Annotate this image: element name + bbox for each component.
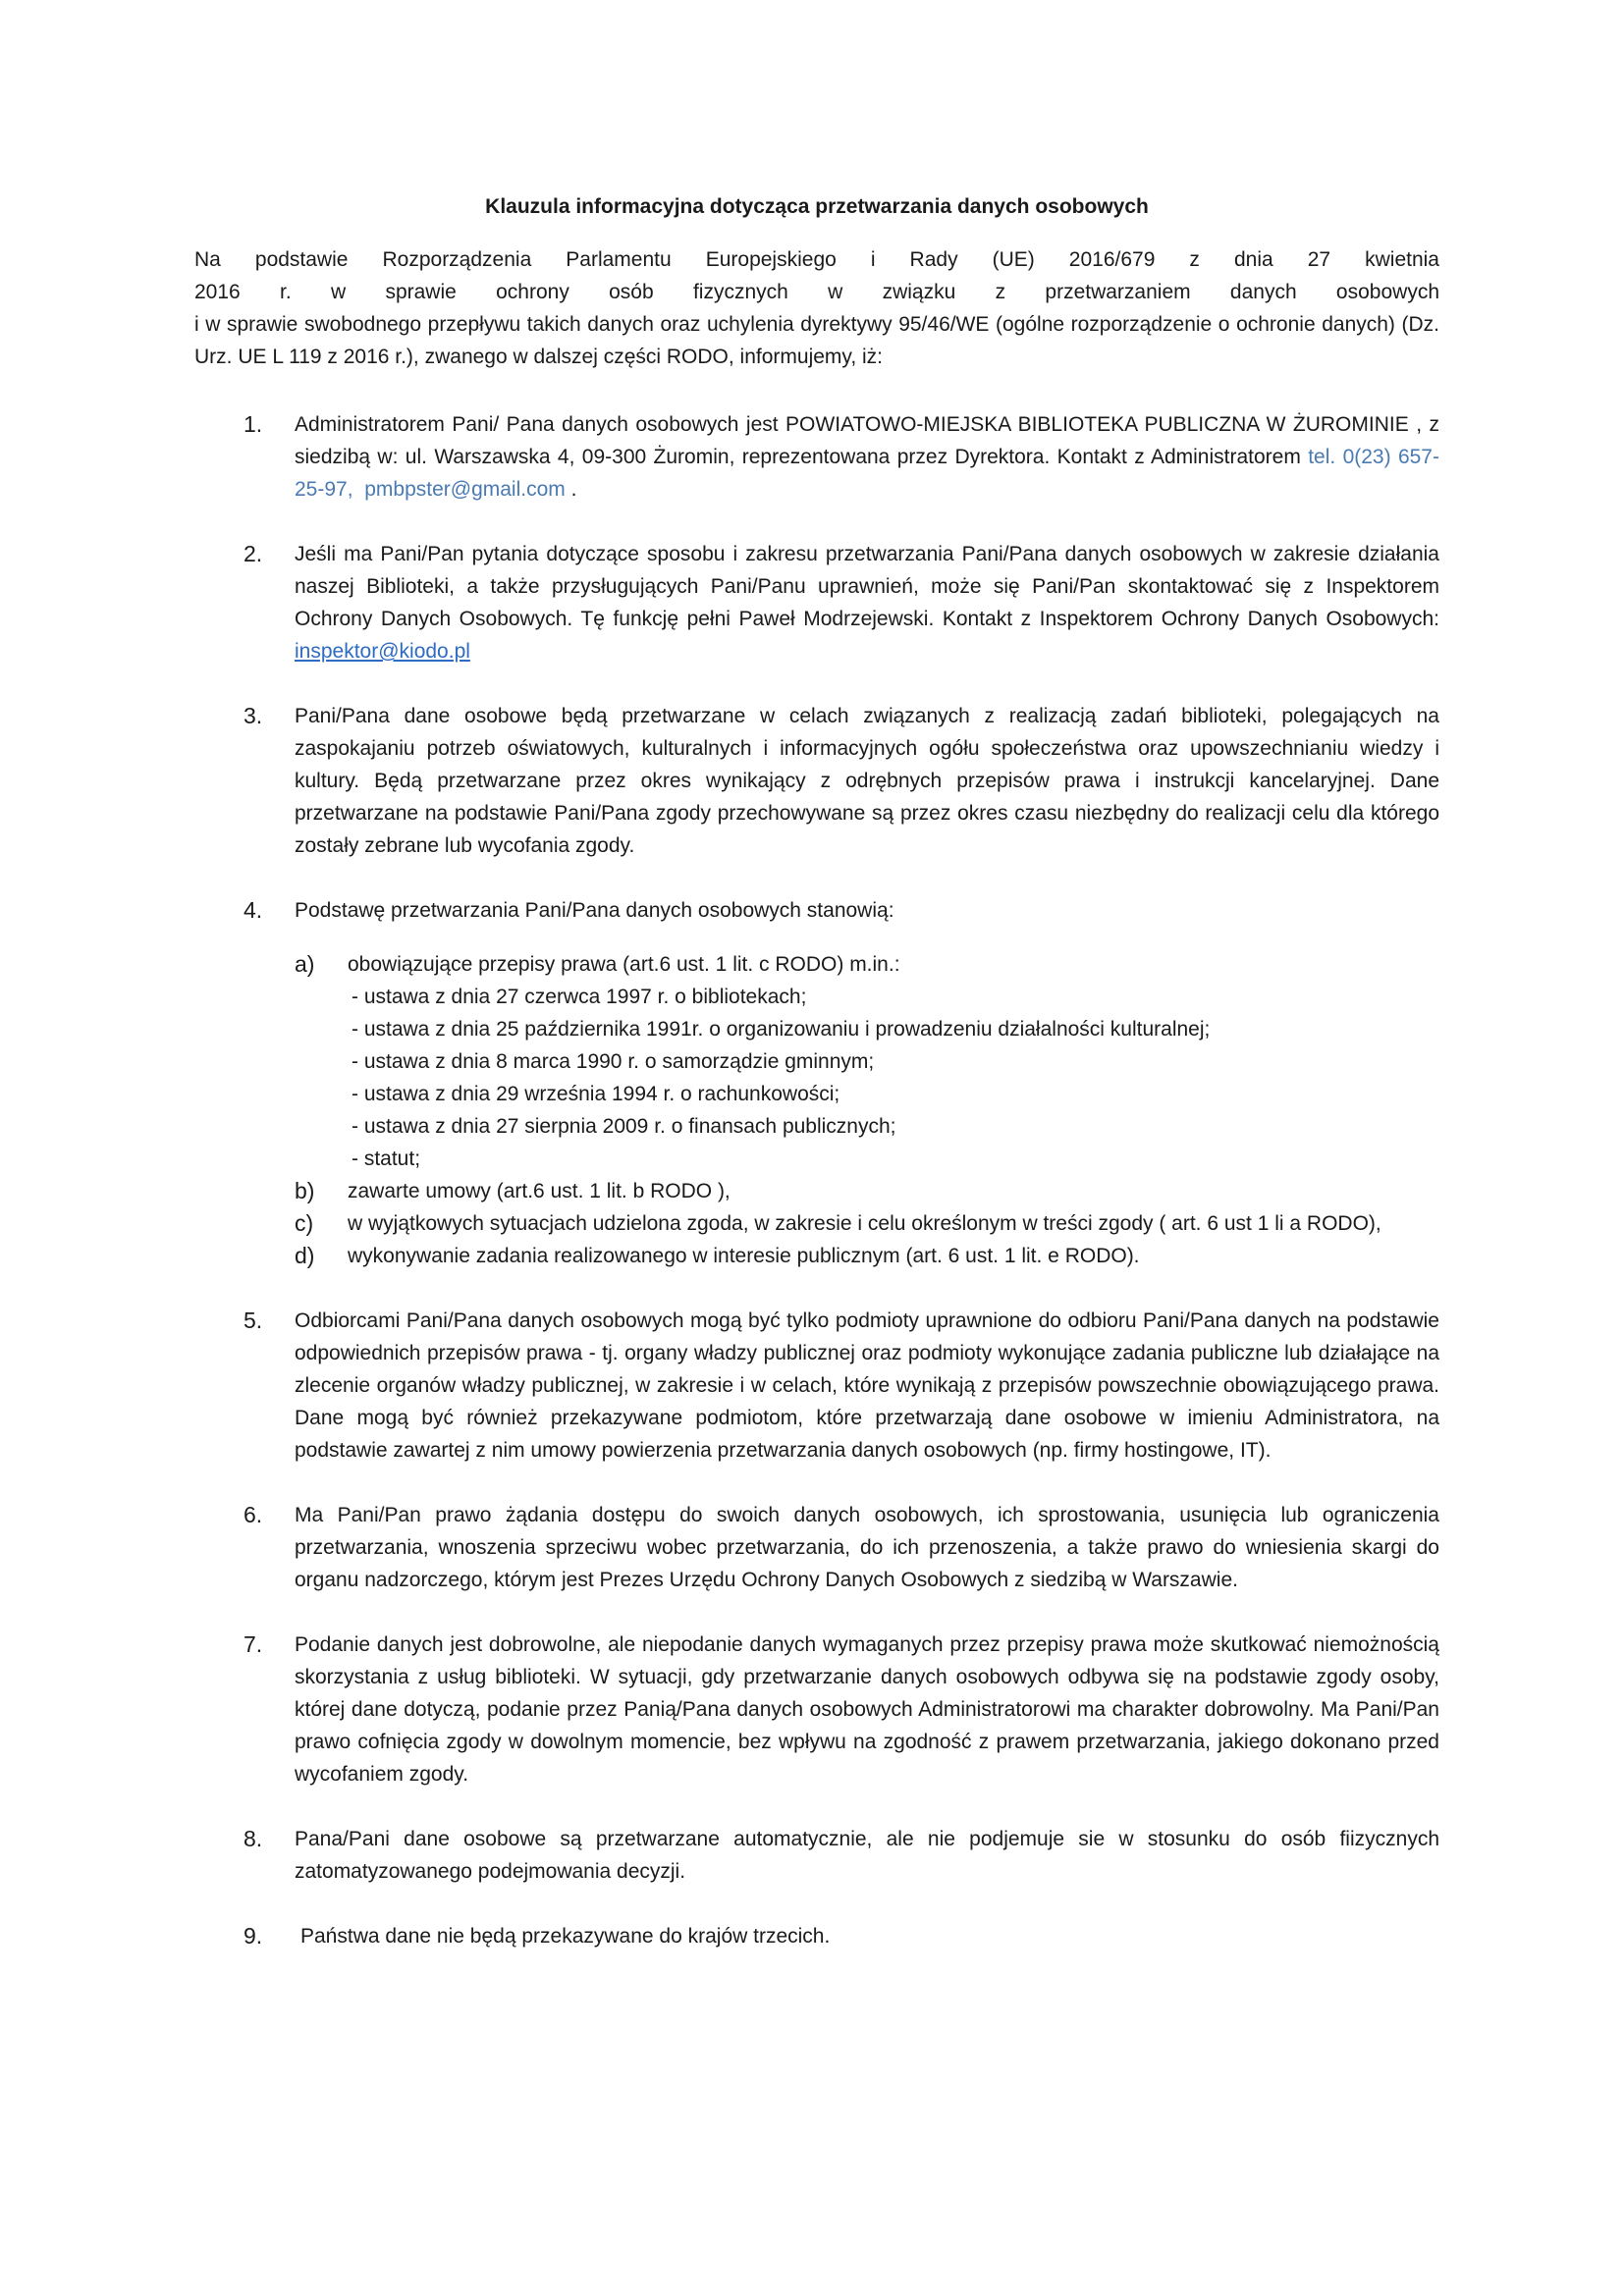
inspector-email-link[interactable]: inspektor@kiodo.pl	[295, 640, 470, 663]
sub-text: w wyjątkowych sytuacjach udzielona zgoda, w zakresie i celu określonym w treści zgody ( art. 6 ust 1 li a RODO),	[348, 1212, 1381, 1235]
sub-letter: c)	[295, 1210, 314, 1236]
law-item: - ustawa z dnia 27 czerwca 1997 r. o bibliotekach;	[352, 986, 807, 1008]
clause-text: Jeśli ma Pani/Pan pytania dotyczące sposobu i zakresu przetwarzania Pani/Pana danych osobowych w zakresie działania naszej Biblioteki, a także przysługujących Pani/Panu uprawnień, może się Pani/Pan skontaktować się z Inspektorem Ochrony Danych Osobowych. Tę funkcję pełni Paweł Modrzejewski. Kontakt z Inspektorem Ochrony Danych Osobowych: inspektor@kiodo.pl	[295, 543, 1439, 663]
clause-item-7	[194, 1629, 1439, 1790]
clause-text: Pani/Pana dane osobowe będą przetwarzane w celach związanych z realizacją zadań biblioteki, polegających na zaspokajaniu potrzeb oświatowych, kulturalnych i informacyjnych ogółu społeczeństwa oraz upowszechnianiu wiedzy i kultury. Będą przetwarzane przez okres wynikający z odrębnych przepisów prawa i instrukcji kancelaryjnej. Dane przetwarzane na podstawie Pani/Pana zgody przechowywane są przez okres czasu niezbędny do realizacji celu dla którego zostały zebrane lub wycofania zgody.	[295, 705, 1439, 857]
clause-number: 9.	[244, 1923, 263, 1949]
clause-text: Podanie danych jest dobrowolne, ale niepodanie danych wymaganych przez przepisy prawa może skutkować niemożnością skorzystania z usług biblioteki. W sytuacji, gdy przetwarzanie danych osobowych odbywa się na podstawie zgody osoby, której dane dotyczą, podanie przez Panią/Pana danych osobowych Administratorowi ma charakter dobrowolny. Ma Pani/Pan prawo cofnięcia zgody w dowolnym momencie, bez wpływu na zgodność z prawem przetwarzania, jakiego dokonano przed wycofaniem zgody.	[295, 1633, 1439, 1786]
legal-basis-list	[295, 948, 1439, 1272]
clause-number: 3.	[244, 703, 263, 728]
clause-item-8	[194, 1823, 1439, 1888]
sub-letter: d)	[295, 1243, 315, 1268]
sub-text: obowiązujące przepisy prawa (art.6 ust. 1 lit. c RODO) m.in.:	[348, 953, 900, 976]
clause-list	[194, 408, 1439, 1952]
law-item: - ustawa z dnia 27 sierpnia 2009 r. o finansach publicznych;	[352, 1115, 896, 1138]
clause-item-5	[194, 1305, 1439, 1467]
legal-basis-item-c	[295, 1207, 1439, 1240]
sub-letter: a)	[295, 951, 315, 977]
clause-item-4	[194, 894, 1439, 1272]
law-item: - ustawa z dnia 8 marca 1990 r. o samorządzie gminnym;	[352, 1050, 875, 1073]
sub-text: wykonywanie zadania realizowanego w interesie publicznym (art. 6 ust. 1 lit. e RODO).	[348, 1245, 1140, 1267]
clause-item-6	[194, 1499, 1439, 1596]
clause-text: Odbiorcami Pani/Pana danych osobowych mogą być tylko podmioty uprawnione do odbioru Pani/Pana danych na podstawie odpowiednich przepisów prawa - tj. organy władzy publicznej oraz podmioty wykonujące zadania publiczne lub działające na zlecenie organów władzy publicznej, w zakresie i w celach, które wynikają z przepisów powszechnie obowiązującego prawa. Dane mogą być również przekazywane podmiotom, które przetwarzają dane osobowe w imieniu Administratora, na podstawie zawartej z nim umowy powierzenia przetwarzania danych osobowych (np. firmy hostingowe, IT).	[295, 1309, 1439, 1462]
admin-email-link[interactable]: pmbpster@gmail.com	[364, 478, 566, 501]
law-item: - ustawa z dnia 25 października 1991r. o organizowaniu i prowadzeniu działalności kulturalnej;	[352, 1018, 1211, 1041]
legal-basis-item-a	[295, 948, 1439, 1175]
laws-list	[348, 981, 1439, 1175]
document-content	[194, 192, 1439, 1985]
sub-text: zawarte umowy (art.6 ust. 1 lit. b RODO ),	[348, 1180, 731, 1202]
sub-letter: b)	[295, 1178, 315, 1203]
law-item: - statut;	[352, 1148, 421, 1170]
document-title: Klauzula informacyjna dotycząca przetwarzania danych osobowych	[485, 195, 1149, 218]
legal-basis-item-b	[295, 1175, 1439, 1207]
clause-number: 1.	[244, 411, 263, 437]
clause-text: Pana/Pani dane osobowe są przetwarzane automatycznie, ale nie podjemuje sie w stosunku do osób fiizycznych zatomatyzowanego podejmowania decyzji.	[295, 1828, 1439, 1883]
intro-line-2: 2016 r. w sprawie ochrony osób fizycznych w związku z przetwarzaniem danych osobowych	[194, 281, 1439, 303]
clause-number: 6.	[244, 1502, 263, 1527]
clause-text: Administratorem Pani/ Pana danych osobowych jest POWIATOWO-MIEJSKA BIBLIOTEKA PUBLICZNA W ŻUROMINIE , z siedzibą w: ul. Warszawska 4, 09-300 Żuromin, reprezentowana przez Dyrektora. Kontakt z Administratorem tel. 0(23) 657-25-97, pmbpster@gmail.com .	[295, 413, 1439, 501]
clause-number: 2.	[244, 541, 263, 566]
law-item: - ustawa z dnia 29 września 1994 r. o rachunkowości;	[352, 1083, 840, 1105]
clause-number: 8.	[244, 1826, 263, 1851]
clause-item-9	[194, 1920, 1439, 1952]
legal-basis-item-d	[295, 1240, 1439, 1272]
clause-item-2	[194, 538, 1439, 667]
clause-text: Podstawę przetwarzania Pani/Pana danych osobowych stanowią:	[295, 899, 894, 922]
clause-item-1	[194, 408, 1439, 506]
intro-line-3: i w sprawie swobodnego przepływu takich danych oraz uchylenia dyrektywy 95/46/WE (ogólne rozporządzenie o ochronie danych) (Dz. Urz. UE L 119 z 2016 r.), zwanego w dalszej części RODO, informujemy, iż:	[194, 313, 1439, 368]
intro-line-1: Na podstawie Rozporządzenia Parlamentu Europejskiego i Rady (UE) 2016/679 z dnia 27 kwietnia	[194, 248, 1439, 271]
clause-number: 7.	[244, 1631, 263, 1657]
clause-number: 5.	[244, 1308, 263, 1333]
clause-text: Państwa dane nie będą przekazywane do krajów trzecich.	[300, 1925, 831, 1948]
clause-text: Ma Pani/Pan prawo żądania dostępu do swoich danych osobowych, ich sprostowania, usunięcia lub ograniczenia przetwarzania, wnoszenia sprzeciwu wobec przetwarzania, do ich przenoszenia, a także prawo do wniesienia skargi do organu nadzorczego, którym jest Prezes Urzędu Ochrony Danych Osobowych z siedzibą w Warszawie.	[295, 1504, 1439, 1591]
intro-paragraph	[194, 243, 1439, 373]
clause-item-3	[194, 700, 1439, 862]
clause-number: 4.	[244, 897, 263, 923]
admin-phone: tel. 0(23) 657-25-97,	[295, 446, 1439, 501]
